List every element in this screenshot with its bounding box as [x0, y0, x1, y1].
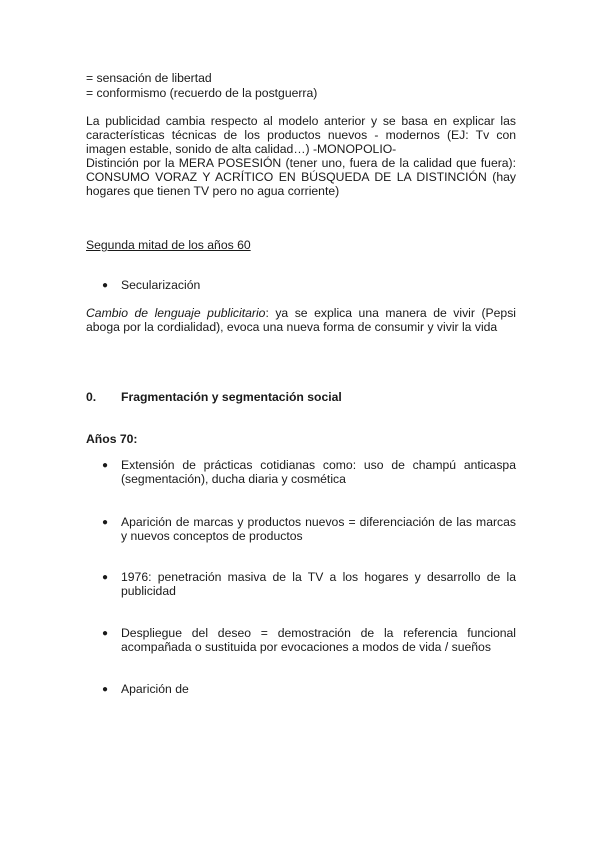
paragraph-distincion: Distinción por la MERA POSESIÓN (tener uno, fuera de la calidad que fuera): CONSUMO VORAZ Y ACRÍTICO EN BÚSQUEDA DE LA DISTINCIÓN (hay hogares que tienen TV pero no agua corriente) [86, 156, 516, 198]
paragraph-label: Cambio de lenguaje publicitario [86, 306, 266, 320]
bullet-aparicion-marcas: Aparición de marcas y productos nuevos = diferenciación de las marcas y nuevos conceptos de productos [121, 515, 516, 543]
intro-line-2: = conformismo (recuerdo de la postguerra) [86, 86, 318, 100]
bullet-marker: ● [102, 517, 109, 528]
bullet-1976: 1976: penetración masiva de la TV a los hogares y desarrollo de la publicidad [121, 570, 516, 598]
intro-line-1: = sensación de libertad [86, 71, 212, 85]
section-number: 0. [86, 390, 97, 404]
paragraph-cambio-lenguaje [86, 306, 516, 334]
bullet-despliegue: Despliegue del deseo = demostración de la referencia funcional acompañada o sustituida por evocaciones a modos de vida / sueños [121, 626, 516, 654]
bullet-marker: ● [102, 280, 109, 291]
paragraph-body: : ya se explica una manera de vivir (Pepsi aboga por la cordialidad), evoca una nueva forma de consumir y vivir la vida [86, 306, 517, 334]
bullet-marker: ● [102, 684, 109, 695]
section-heading-60s: Segunda mitad de los años 60 [86, 238, 251, 252]
bullet-marker: ● [102, 572, 109, 583]
bullet-secularizacion: Secularización [121, 278, 201, 292]
section-title: Fragmentación y segmentación social [121, 390, 342, 404]
bullet-extension: Extensión de prácticas cotidianas como: uso de champú anticaspa (segmentación), ducha diaria y cosmética [121, 458, 516, 486]
bullet-marker: ● [102, 460, 109, 471]
section-heading-70s: Años 70: [86, 432, 138, 446]
bullet-aparicion-de: Aparición de [121, 682, 189, 696]
bullet-marker: ● [102, 628, 109, 639]
paragraph-publicidad: La publicidad cambia respecto al modelo anterior y se basa en explicar las características técnicas de los productos nuevos - modernos (EJ: Tv con imagen estable, sonido de alta calidad…) -MONOPOLIO- [86, 114, 516, 156]
